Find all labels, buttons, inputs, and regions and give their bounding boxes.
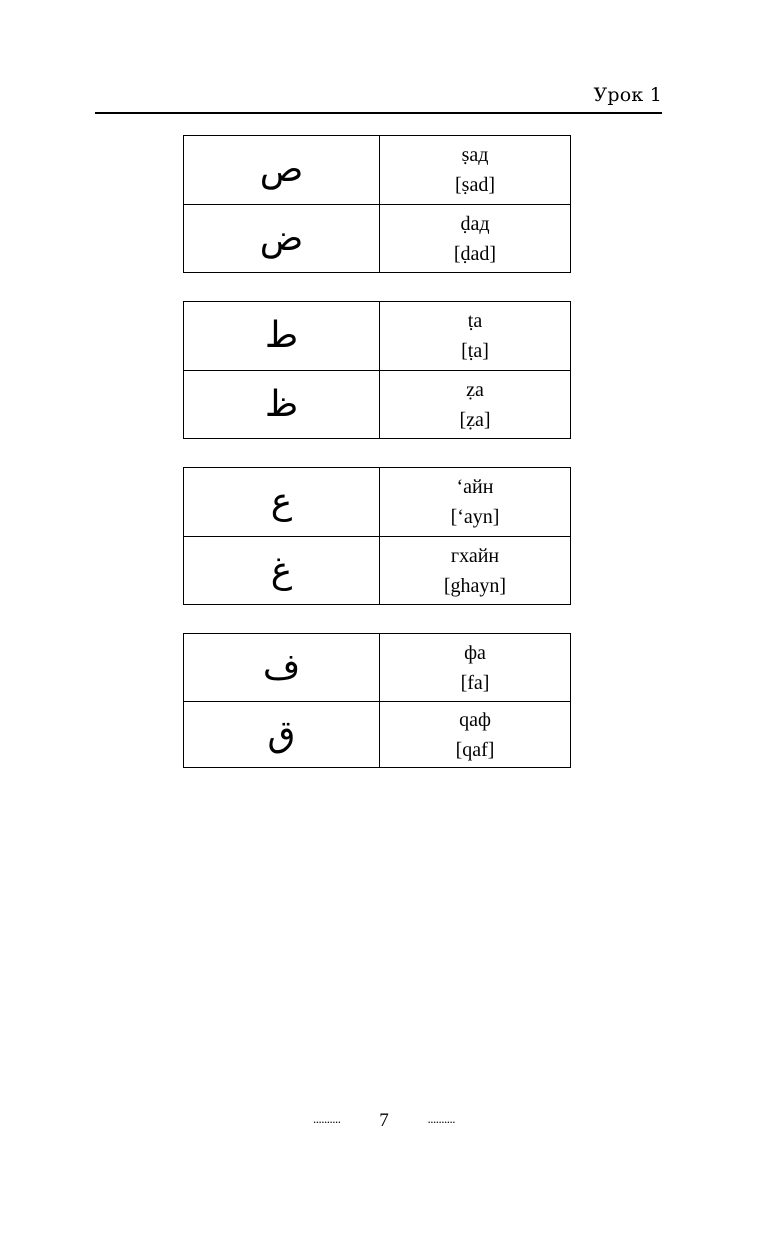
- letter-row-ta: [184, 302, 570, 370]
- letter-name: qаф: [459, 708, 491, 731]
- letter-row-qaf: [184, 701, 570, 767]
- letter-transliteration: [ẓa]: [459, 408, 491, 431]
- letter-name: ṭа: [467, 310, 483, 332]
- letter-table-group-2: [183, 301, 571, 439]
- arabic-letter: ق: [184, 702, 380, 767]
- arabic-letter: ظ: [184, 371, 380, 438]
- letter-name-cell: [380, 302, 570, 370]
- letter-table-group-4: [183, 633, 571, 768]
- letter-transliteration: [fa]: [460, 671, 490, 694]
- letter-name: фа: [464, 641, 486, 664]
- letter-row-fa: [184, 634, 570, 701]
- letter-transliteration: [‘ayn]: [450, 506, 500, 528]
- letter-row-za: [184, 370, 570, 438]
- footer-left-dots: ..........: [313, 1111, 341, 1126]
- letter-transliteration: [qaf]: [455, 738, 495, 761]
- letter-name-cell: [380, 702, 570, 767]
- letter-transliteration: [ḍad]: [453, 242, 497, 265]
- arabic-letter: ع: [184, 468, 380, 536]
- letter-row-sad: [184, 136, 570, 204]
- arabic-letter: ط: [184, 302, 380, 370]
- letter-name-cell: [380, 136, 570, 204]
- letter-transliteration: [ṣad]: [455, 174, 495, 196]
- letter-row-ayn: [184, 468, 570, 536]
- letter-name: ḍад: [460, 212, 490, 235]
- letter-name: гхайн: [450, 544, 500, 567]
- letter-name: ‘айн: [456, 476, 494, 498]
- letter-name-cell: [380, 205, 570, 272]
- arabic-letter: ص: [184, 136, 380, 204]
- letter-name: ṣад: [461, 144, 489, 166]
- letter-row-dad: [184, 204, 570, 272]
- letter-name-cell: [380, 634, 570, 701]
- letter-name-cell: [380, 371, 570, 438]
- letter-transliteration: [ghayn]: [443, 574, 507, 597]
- letter-name-cell: [380, 537, 570, 604]
- page-footer: [0, 1110, 768, 1132]
- arabic-letter: ف: [184, 634, 380, 701]
- arabic-letter: ض: [184, 205, 380, 272]
- arabic-letter: غ: [184, 537, 380, 604]
- letter-name: ẓа: [466, 378, 484, 401]
- page-number: 7: [379, 1110, 389, 1131]
- letter-row-ghayn: [184, 536, 570, 604]
- letter-transliteration: [ṭa]: [461, 340, 489, 362]
- letter-table-group-1: [183, 135, 571, 273]
- page-header: [95, 82, 662, 114]
- lesson-title: Урок 1: [593, 84, 662, 106]
- letter-table-group-3: [183, 467, 571, 605]
- letter-name-cell: [380, 468, 570, 536]
- footer-right-dots: ..........: [427, 1111, 455, 1126]
